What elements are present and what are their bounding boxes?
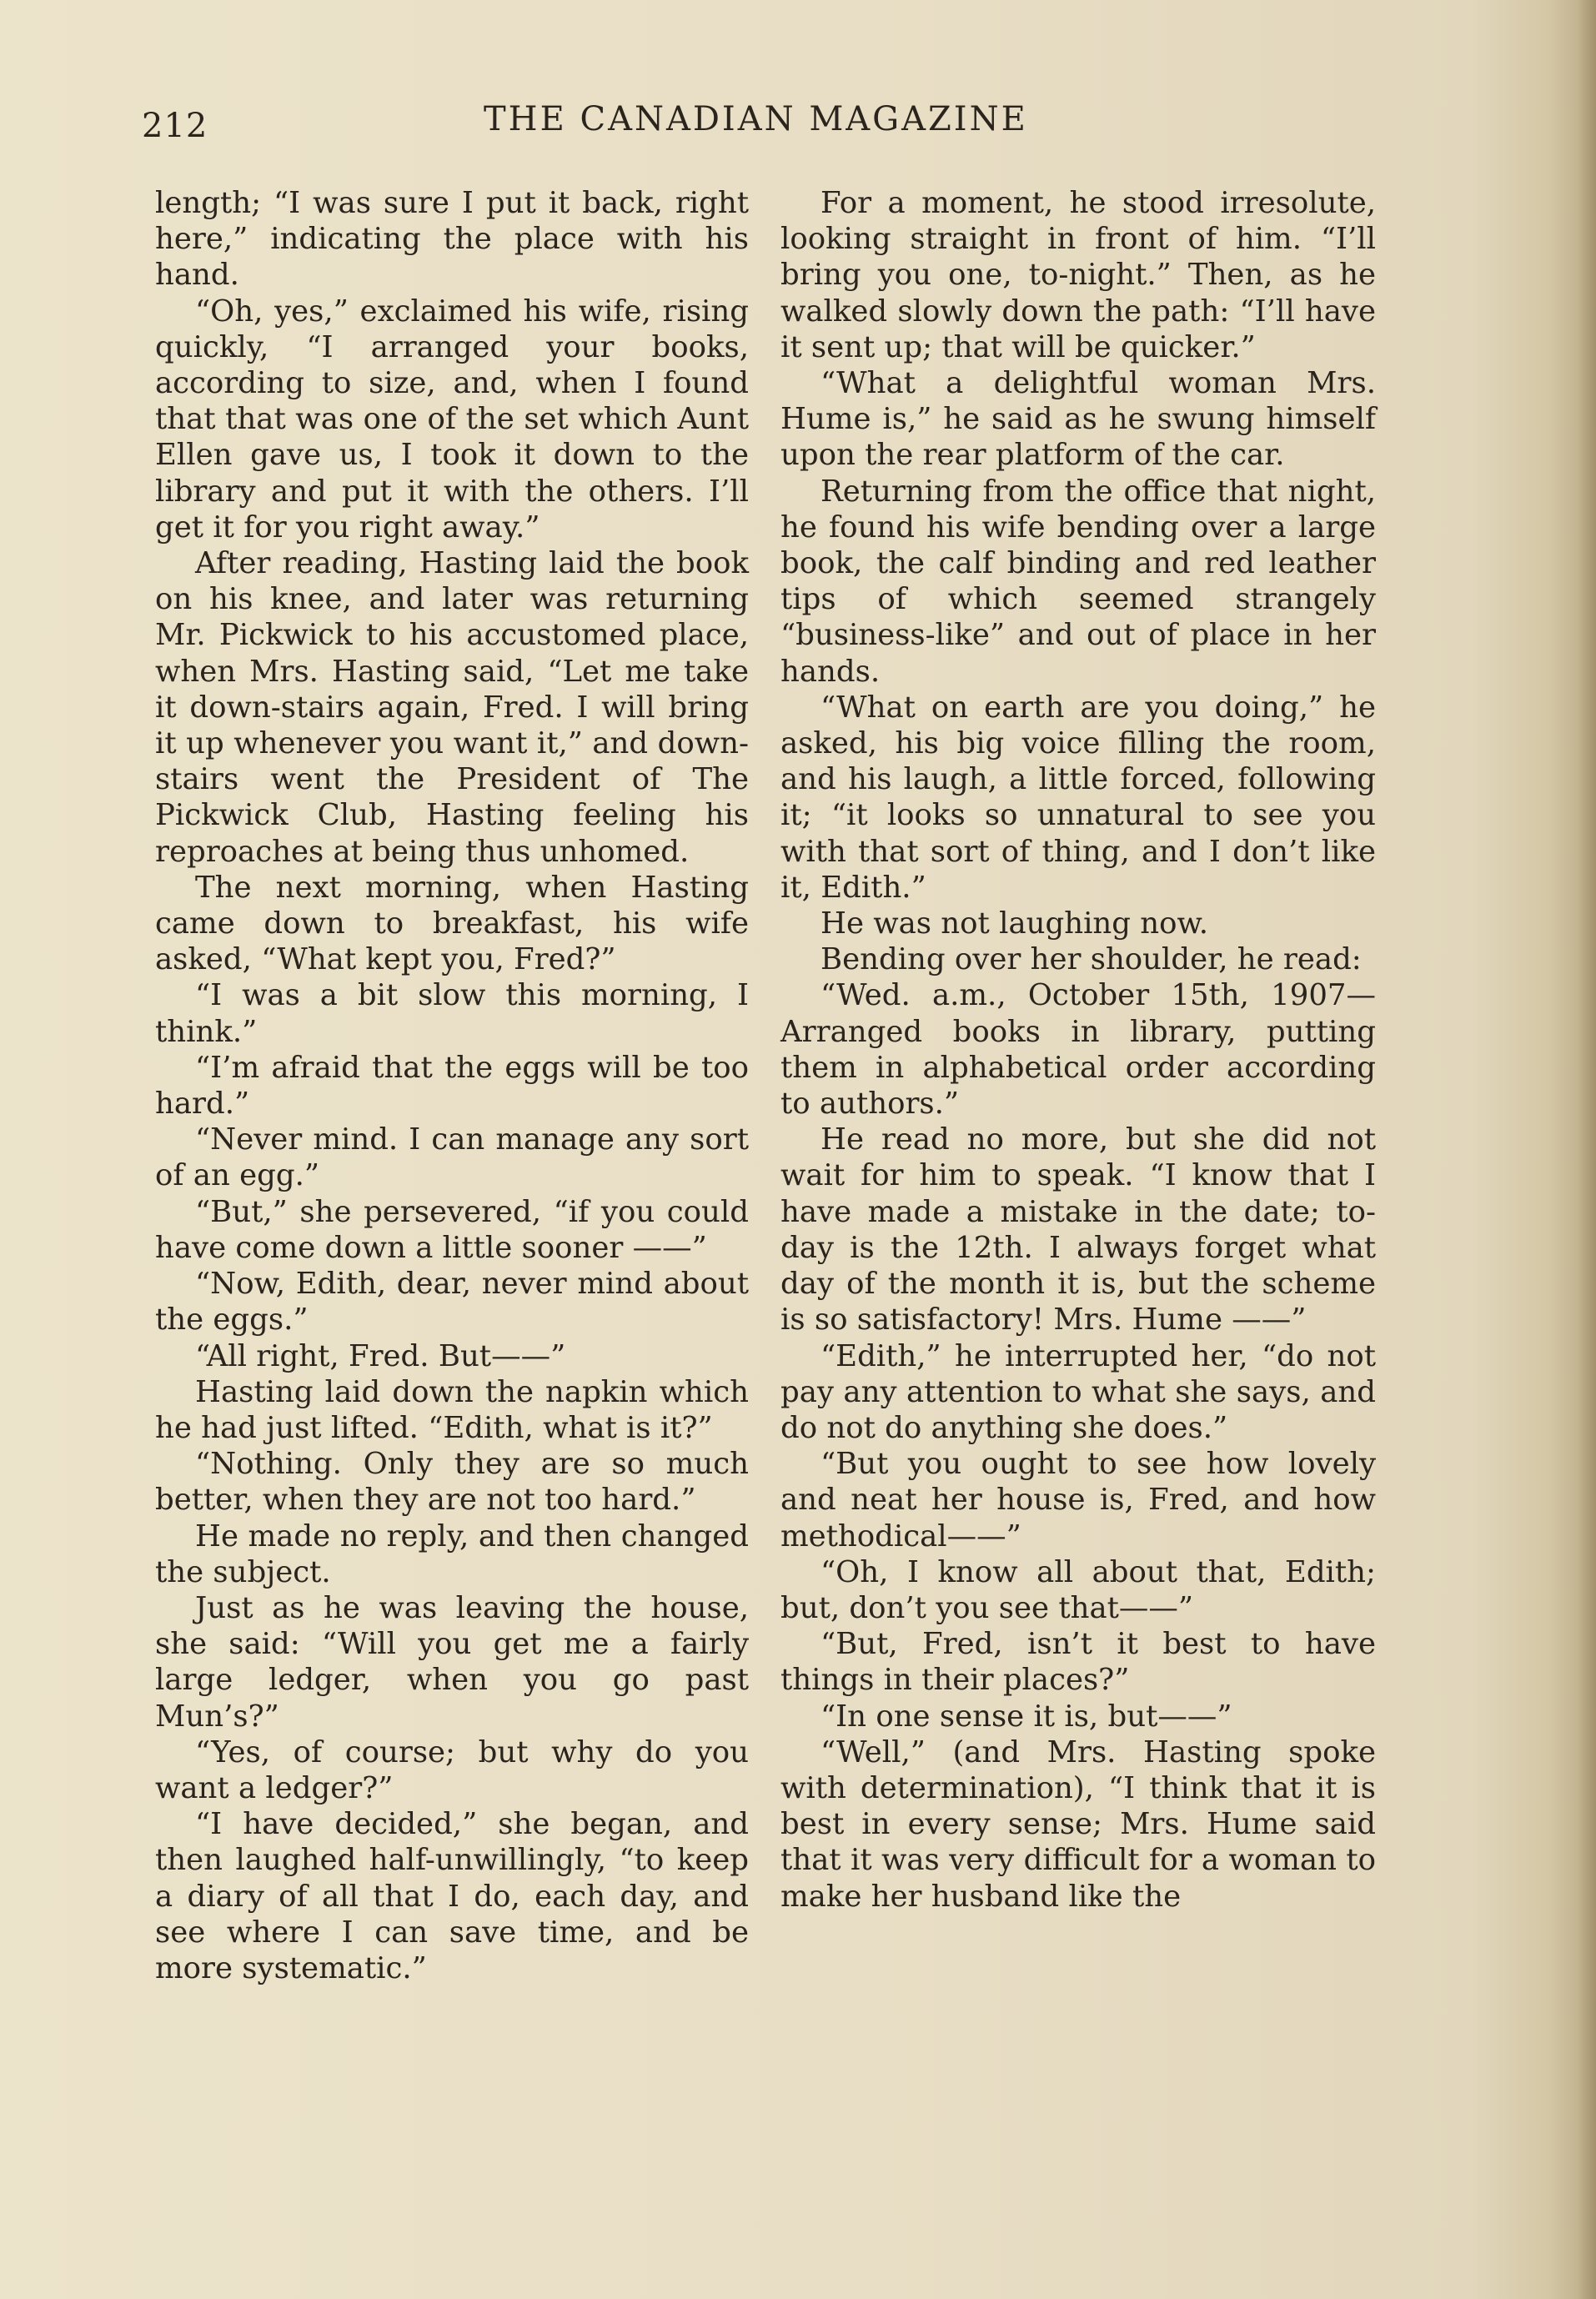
page-edge-shadow — [1578, 0, 1596, 2299]
paragraph: “Oh, I know all about that, Edith; but, don’t you see that——” — [780, 1554, 1376, 1625]
paragraph: “But, Fred, isn’t it best to have things in their places?” — [780, 1627, 1376, 1698]
paragraph: For a moment, he stood irresolute, looking straight in front of him. “I’ll bring you one, to-night.” Then, as he walked slowly down the path: “I’ll have it sent up; that will be quicker.” — [780, 186, 1376, 364]
paragraph: “Nothing. Only they are so much better, when they are not too hard.” — [155, 1447, 749, 1518]
magazine-title: THE CANADIAN MAGAZINE — [484, 100, 1028, 138]
paragraph: “Now, Edith, dear, never mind about the eggs.” — [155, 1267, 749, 1338]
left-column — [155, 185, 749, 1986]
paragraph: “Well,” (and Mrs. Hasting spoke with determination), “I think that it is best in every sense; Mrs. Hume said that it was very difficult for a woman to make her husband like the — [780, 1734, 1376, 1914]
paragraph: He read no more, but she did not wait for him to speak. “I know that I have made a mistake in the date; to-day is the 12th. I always forget what day of the month it is, but the scheme is so satisfactory! Mrs. Hume ——” — [780, 1122, 1376, 1338]
paragraph: Returning from the office that night, he found his wife bending over a large book, the calf binding and red leather tips of which seemed strangely “business-like” and out of place in her hands. — [780, 474, 1376, 689]
paragraph: “I have decided,” she began, and then laughed half-unwillingly, “to keep a diary of all that I do, each day, and see where I can save time, and be more systematic.” — [155, 1807, 749, 1985]
paragraph: length; “I was sure I put it back, right here,” indicating the place with his hand. — [155, 186, 749, 293]
paragraph: Hasting laid down the napkin which he had just lifted. “Edith, what is it?” — [155, 1374, 749, 1445]
paragraph: “In one sense it is, but——” — [821, 1699, 1232, 1734]
page-number: 212 — [142, 107, 208, 145]
paragraph: After reading, Hasting laid the book on his knee, and later was returning Mr. Pickwick to his accustomed place, when Mrs. Hasting said, “Let me take it down-stairs again, Fred. I will bring it up whenever you want it,” and down-stairs went the President of The Pickwick Club, Hasting feeling his reproaches at being thus unhomed. — [155, 546, 749, 869]
right-column — [780, 185, 1376, 1915]
paragraph: “Wed. a.m., October 15th, 1907— Arranged books in library, putting them in alphabetical order according to authors.” — [780, 978, 1376, 1122]
paragraph: “I was a bit slow this morning, I think.” — [155, 978, 749, 1049]
paragraph: “But,” she persevered, “if you could have come down a little sooner ——” — [155, 1194, 749, 1265]
paragraph: “I’m afraid that the eggs will be too hard.” — [155, 1050, 749, 1122]
paragraph: “Never mind. I can manage any sort of an egg.” — [155, 1122, 749, 1193]
paragraph: “All right, Fred. But——” — [195, 1338, 566, 1373]
paragraph: The next morning, when Hasting came down to breakfast, his wife asked, “What kept you, Fred?” — [155, 870, 749, 977]
paragraph: “What a delightful woman Mrs. Hume is,” he said as he swung himself upon the rear platform of the car. — [780, 366, 1376, 473]
paragraph: Bending over her shoulder, he read: — [821, 942, 1362, 977]
paragraph: He was not laughing now. — [821, 906, 1208, 941]
paragraph: “Oh, yes,” exclaimed his wife, rising quickly, “I arranged your books, according to size, and, when I found that that was one of the set which Aunt Ellen gave us, I took it down to the library and put it with the others. I’ll get it for you right away.” — [155, 294, 749, 545]
paragraph: “Yes, of course; but why do you want a ledger?” — [155, 1734, 749, 1805]
paragraph: “Edith,” he interrupted her, “do not pay any attention to what she says, and do not do anything she does.” — [780, 1338, 1376, 1445]
paragraph: Just as he was leaving the house, she said: “Will you get me a fairly large ledger, when you go past Mun’s?” — [155, 1590, 749, 1734]
paragraph: He made no reply, and then changed the subject. — [155, 1518, 749, 1589]
running-head — [142, 100, 1384, 150]
paragraph: “But you ought to see how lovely and neat her house is, Fred, and how methodical——” — [780, 1447, 1376, 1554]
paragraph: “What on earth are you doing,” he asked, his big voice filling the room, and his laugh, a little forced, following it; “it looks so unnatural to see you with that sort of thing, and I don’t like it, Edith.” — [780, 690, 1376, 905]
